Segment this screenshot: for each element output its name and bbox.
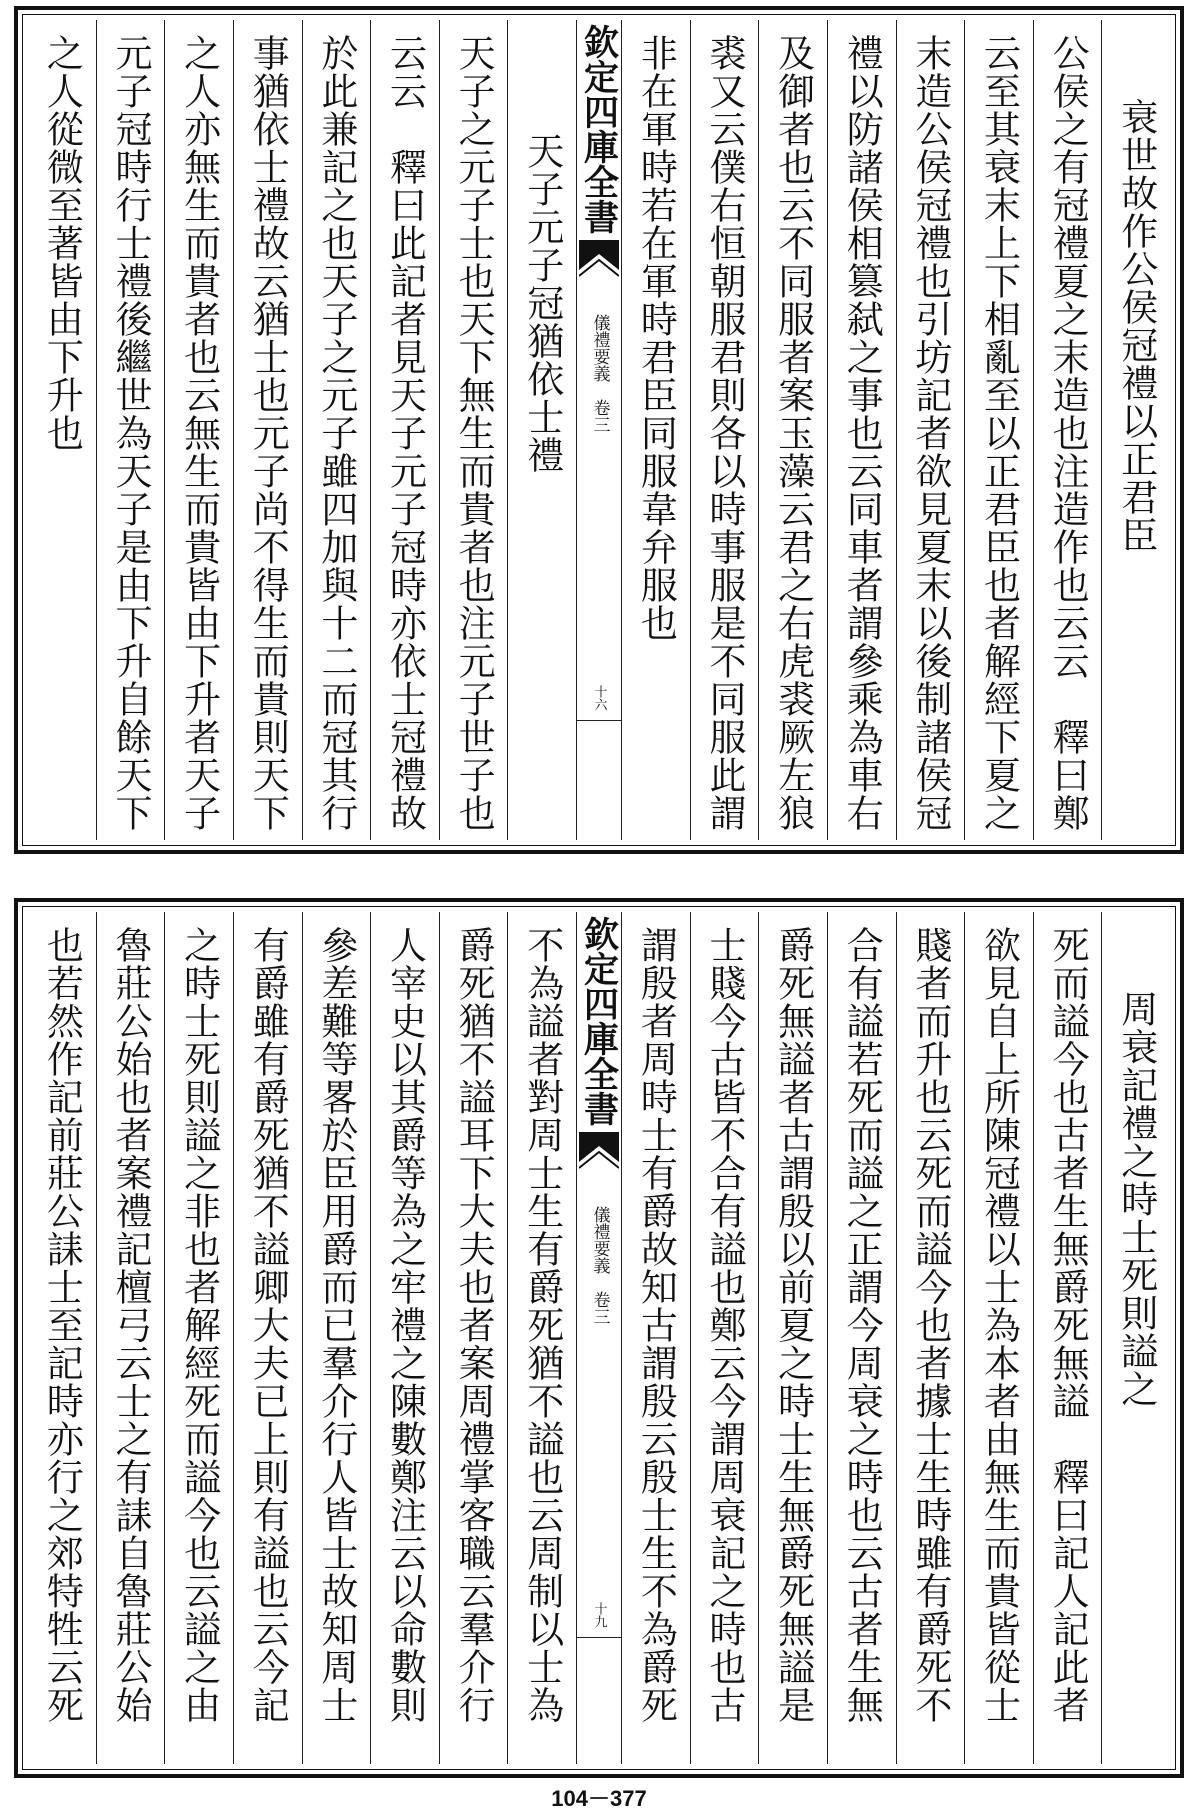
text-column: 之人亦無生而貴者也云無生而貴皆由下升者天子 bbox=[164, 20, 233, 840]
text-column: 之時士死則謚之非也者解經死而謚今也云謚之由 bbox=[164, 912, 233, 1764]
top-page-panel bbox=[14, 6, 1184, 854]
text-column: 裘又云僕右恒朝服君則各以時事服是不同服此謂 bbox=[690, 20, 759, 840]
center-margin bbox=[576, 912, 621, 1764]
fish-tail-mark-icon bbox=[579, 1132, 619, 1178]
text-column: 爵死猶不謚耳下大夫也者案周禮掌客職云羣介行 bbox=[439, 912, 508, 1764]
leaf-number: 十六 bbox=[591, 685, 607, 711]
text-column: 及御者也云不同服者案玉藻云君之右虎裘厥左狼 bbox=[758, 20, 827, 840]
text-column: 之人從微至著皆由下升也 bbox=[40, 34, 84, 452]
text-column: 魯莊公始也者案禮記檀弓云士之有誄自魯莊公始 bbox=[96, 912, 165, 1764]
text-column: 天子元子冠猶依士禮 bbox=[507, 20, 576, 840]
text-column: 衰世故作公侯冠禮以正君臣 bbox=[1101, 20, 1170, 840]
bottom-text-grid bbox=[28, 912, 1170, 1764]
book-volume-label: 儀禮要義 卷三 bbox=[589, 1206, 610, 1325]
text-column: 士賤今古皆不合有謚也鄭云今謂周衰記之時也古 bbox=[690, 912, 759, 1764]
text-column: 周衰記禮之時士死則謚之 bbox=[1101, 912, 1170, 1764]
text-column: 欲見自上所陳冠禮以士為本者由無生而貴皆從士 bbox=[964, 912, 1033, 1764]
collection-title: 欽定四庫全書 bbox=[578, 24, 620, 234]
bottom-page-panel bbox=[14, 898, 1184, 1778]
text-column: 不為謚者對周士生有爵死猶不謚也云周制以士為 bbox=[507, 912, 576, 1764]
text-column: 也若然作記前莊公誄士至記時亦行之郊特牲云死 bbox=[40, 926, 84, 1724]
top-text-grid bbox=[28, 20, 1170, 840]
center-margin bbox=[576, 20, 621, 840]
text-column: 人宰史以其爵等為之牢禮之陳數鄭注云以命數則 bbox=[370, 912, 439, 1764]
text-column: 參差難等畧於臣用爵而已羣介行人皆士故知周士 bbox=[302, 912, 371, 1764]
fish-tail-mark-icon bbox=[579, 240, 619, 286]
text-column: 賤者而升也云死而謚今也者據士生時雖有爵死不 bbox=[896, 912, 965, 1764]
text-column: 禮以防諸侯相篡弑之事也云同車者謂參乘為車右 bbox=[827, 20, 896, 840]
text-column: 非在軍時若在軍時君臣同服韋弁服也 bbox=[621, 20, 690, 840]
fold-line bbox=[577, 1637, 621, 1638]
text-column: 云至其衰末上下相亂至以正君臣也者解經下夏之 bbox=[964, 20, 1033, 840]
text-column: 有爵雖有爵死猶不謚卿大夫已上則有謚也云今記 bbox=[233, 912, 302, 1764]
fold-line bbox=[577, 720, 621, 721]
book-volume-label: 儀禮要義 卷三 bbox=[589, 314, 610, 433]
collection-title: 欽定四庫全書 bbox=[578, 916, 620, 1126]
text-column: 云云 釋曰此記者見天子元子冠時亦依士冠禮故 bbox=[370, 20, 439, 840]
text-column: 死而謚今也古者生無爵死無謚 釋曰記人記此者 bbox=[1033, 912, 1102, 1764]
text-column: 天子之元子士也天下無生而貴者也注元子世子也 bbox=[439, 20, 508, 840]
text-column: 末造公侯冠禮也引坊記者欲見夏末以後制諸侯冠 bbox=[896, 20, 965, 840]
text-column: 於此兼記之也天子之元子雖四加與十二而冠其行 bbox=[302, 20, 371, 840]
leaf-number: 十九 bbox=[591, 1602, 607, 1628]
text-column: 爵死無謚者古謂殷以前夏之時士生無爵死無謚是 bbox=[758, 912, 827, 1764]
text-column: 元子冠時行士禮後繼世為天子是由下升自餘天下 bbox=[96, 20, 165, 840]
page-number: 104－377 bbox=[551, 1786, 647, 1811]
text-column: 事猶依士禮故云猶士也元子尚不得生而貴則天下 bbox=[233, 20, 302, 840]
text-column: 公侯之有冠禮夏之末造也注造作也云云 釋曰鄭 bbox=[1033, 20, 1102, 840]
text-column: 合有謚若死而謚之正謂今周衰之時也云古者生無 bbox=[827, 912, 896, 1764]
text-column: 謂殷者周時士有爵故知古謂殷云殷士生不為爵死 bbox=[621, 912, 690, 1764]
